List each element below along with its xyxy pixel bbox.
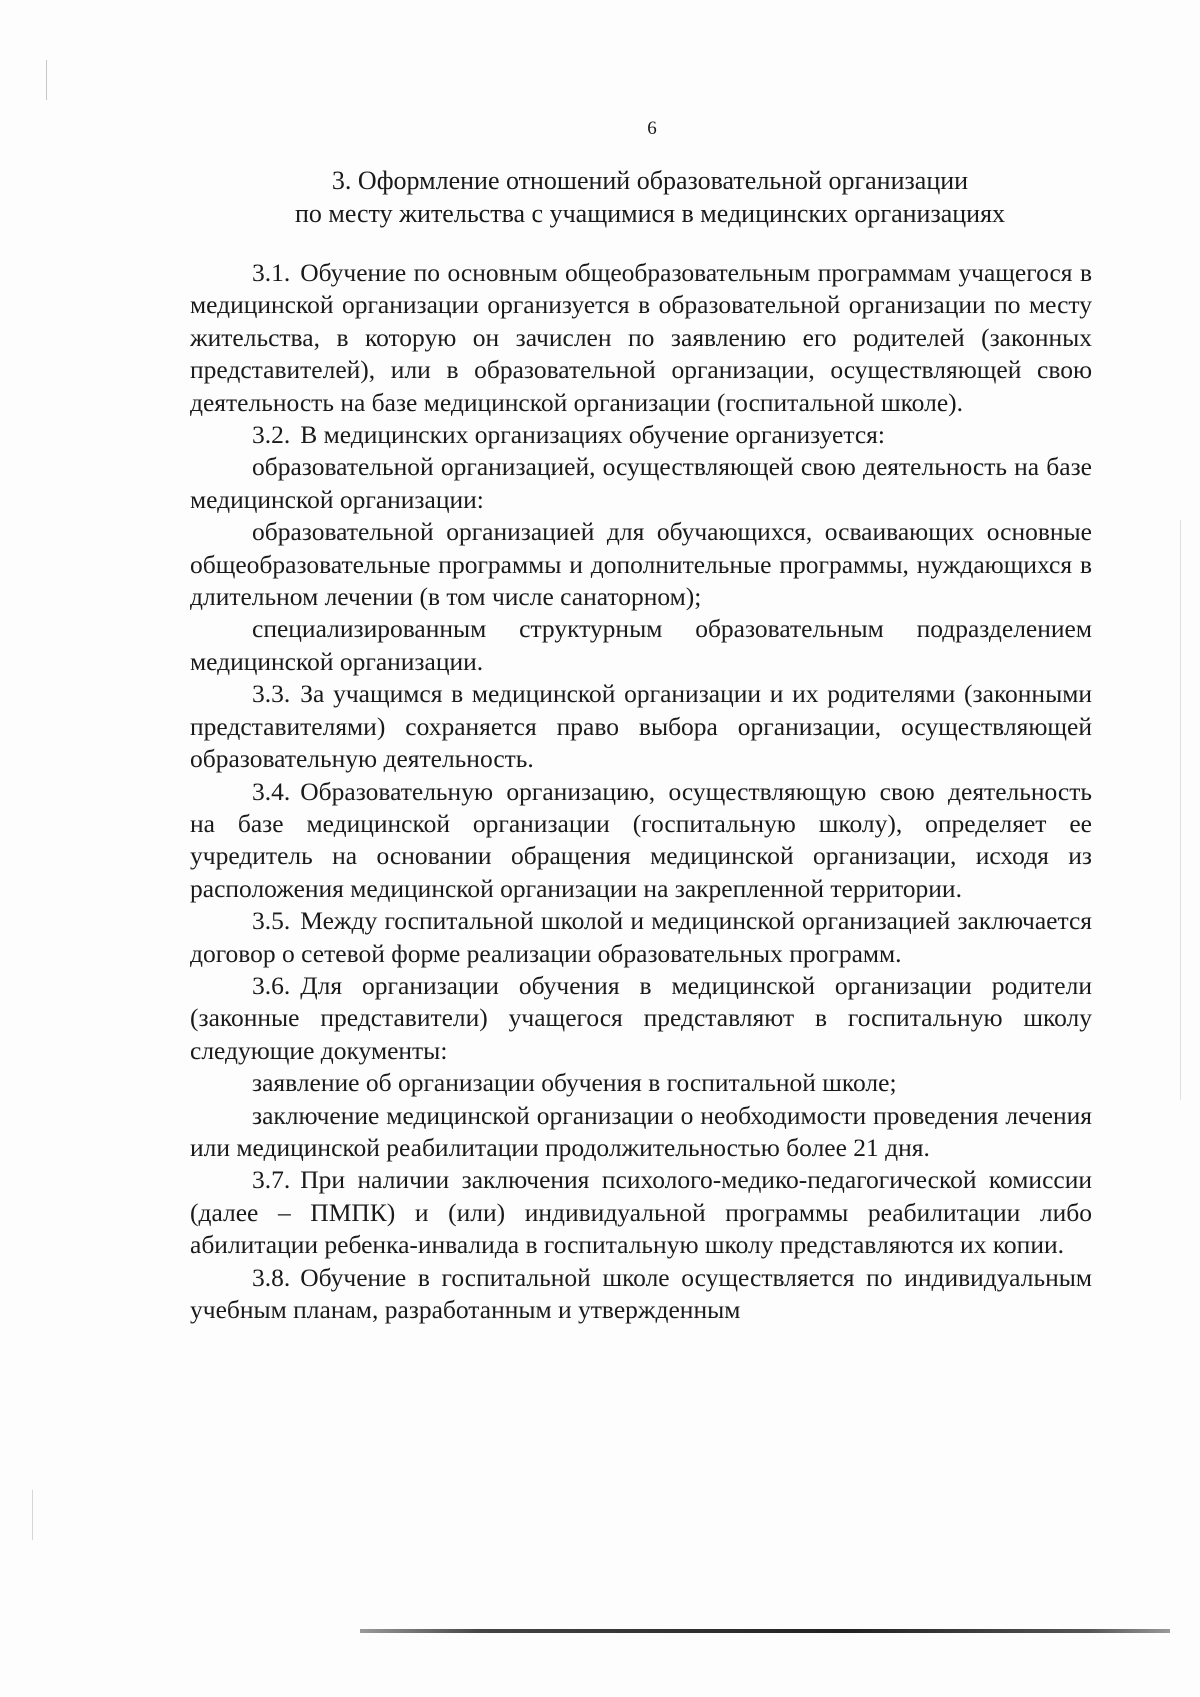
list-item	[190, 1067, 1092, 1099]
paragraph	[190, 1262, 1092, 1327]
section-heading-line-1: 3. Оформление отношений образовательной организации	[331, 166, 969, 195]
paragraph-number: 3.1.	[252, 258, 291, 287]
paragraph-number: 3.8.	[252, 1262, 291, 1292]
paragraph-text: Обучение по основным общеобразовательным программам учащегося в медицинской организации организуется в образовательной организации по месту жительства, в которую он зачислен по заявлению его родителей (законных представителей), или в образовательной организации, осуществляющей свою деятельность на базе медицинской организации (госпитальной школе).	[190, 258, 1092, 417]
paragraph	[190, 970, 1092, 1067]
document-body	[190, 257, 1092, 1326]
paragraph-number: 3.2.	[252, 420, 291, 450]
list-item-text: образовательной организацией для обучающихся, осваивающих основные общеобразовательные программы и дополнительные программы, нуждающихся в длительном лечении (в том числе санаторном);	[190, 517, 1092, 612]
list-item-text: образовательной организацией, осуществляющей свою деятельность на базе медицинской организации:	[190, 452, 1092, 514]
paragraph	[190, 1164, 1092, 1261]
paragraph-text: При наличии заключения психолого-медико-педагогической комиссии (далее – ПМПК) и (или) индивидуальной программы реабилитации либо абилитации ребенка-инвалида в госпитальную школу представляются их копии.	[190, 1165, 1092, 1260]
scan-artifact-mark	[32, 1490, 33, 1540]
paragraph-number: 3.3.	[252, 679, 291, 709]
list-item-text: специализированным структурным образовательным подразделением медицинской организации.	[190, 614, 1092, 676]
paragraph	[190, 776, 1092, 906]
paragraph-text: Обучение в госпитальной школе осуществляется по индивидуальным учебным планам, разработанным и утвержденным	[190, 1262, 1092, 1324]
paragraph-number: 3.5.	[252, 906, 291, 936]
section-heading	[190, 164, 1110, 230]
paragraph-number: 3.4.	[252, 776, 291, 806]
section-heading-line-2: по месту жительства с учащимися в медицинских организациях	[294, 199, 1006, 228]
scan-artifact-edge	[1180, 520, 1181, 1100]
list-item	[190, 613, 1092, 678]
paragraph-number: 3.6.	[252, 970, 291, 1000]
paragraph	[190, 678, 1092, 775]
list-item	[190, 1100, 1092, 1165]
paragraph-text: Между госпитальной школой и медицинской организацией заключается договор о сетевой форме реализации образовательных программ.	[190, 906, 1092, 968]
paragraph-number: 3.7.	[252, 1165, 291, 1195]
list-item-text: заключение медицинской организации о необходимости проведения лечения или медицинской реабилитации продолжительностью более 21 дня.	[190, 1100, 1092, 1162]
paragraph	[190, 419, 1092, 451]
list-item	[190, 451, 1092, 516]
page-number: 6	[647, 118, 657, 139]
paragraph-text: В медицинских организациях обучение организуется:	[300, 420, 885, 450]
paragraph-text: За учащимся в медицинской организации и их родителями (законными представителями) сохраняется право выбора организации, осуществляющей образовательную деятельность.	[190, 679, 1092, 774]
list-item-text: заявление об организации обучения в госпитальной школе;	[252, 1068, 897, 1098]
paragraph-text: Для организации обучения в медицинской организации родители (законные представители) учащегося представляют в госпитальную школу следующие документы:	[190, 970, 1092, 1065]
scan-bottom-rule	[360, 1629, 1170, 1633]
paragraph-text: Образовательную организацию, осуществляющую свою деятельность на базе медицинской организации (госпитальную школу), определяет ее учредитель на основании обращения медицинской организации, исходя из расположения медицинской организации на закрепленной территории.	[190, 776, 1092, 903]
list-item	[190, 516, 1092, 613]
paragraph	[190, 905, 1092, 970]
scan-artifact-mark	[46, 60, 47, 100]
paragraph	[190, 257, 1092, 419]
